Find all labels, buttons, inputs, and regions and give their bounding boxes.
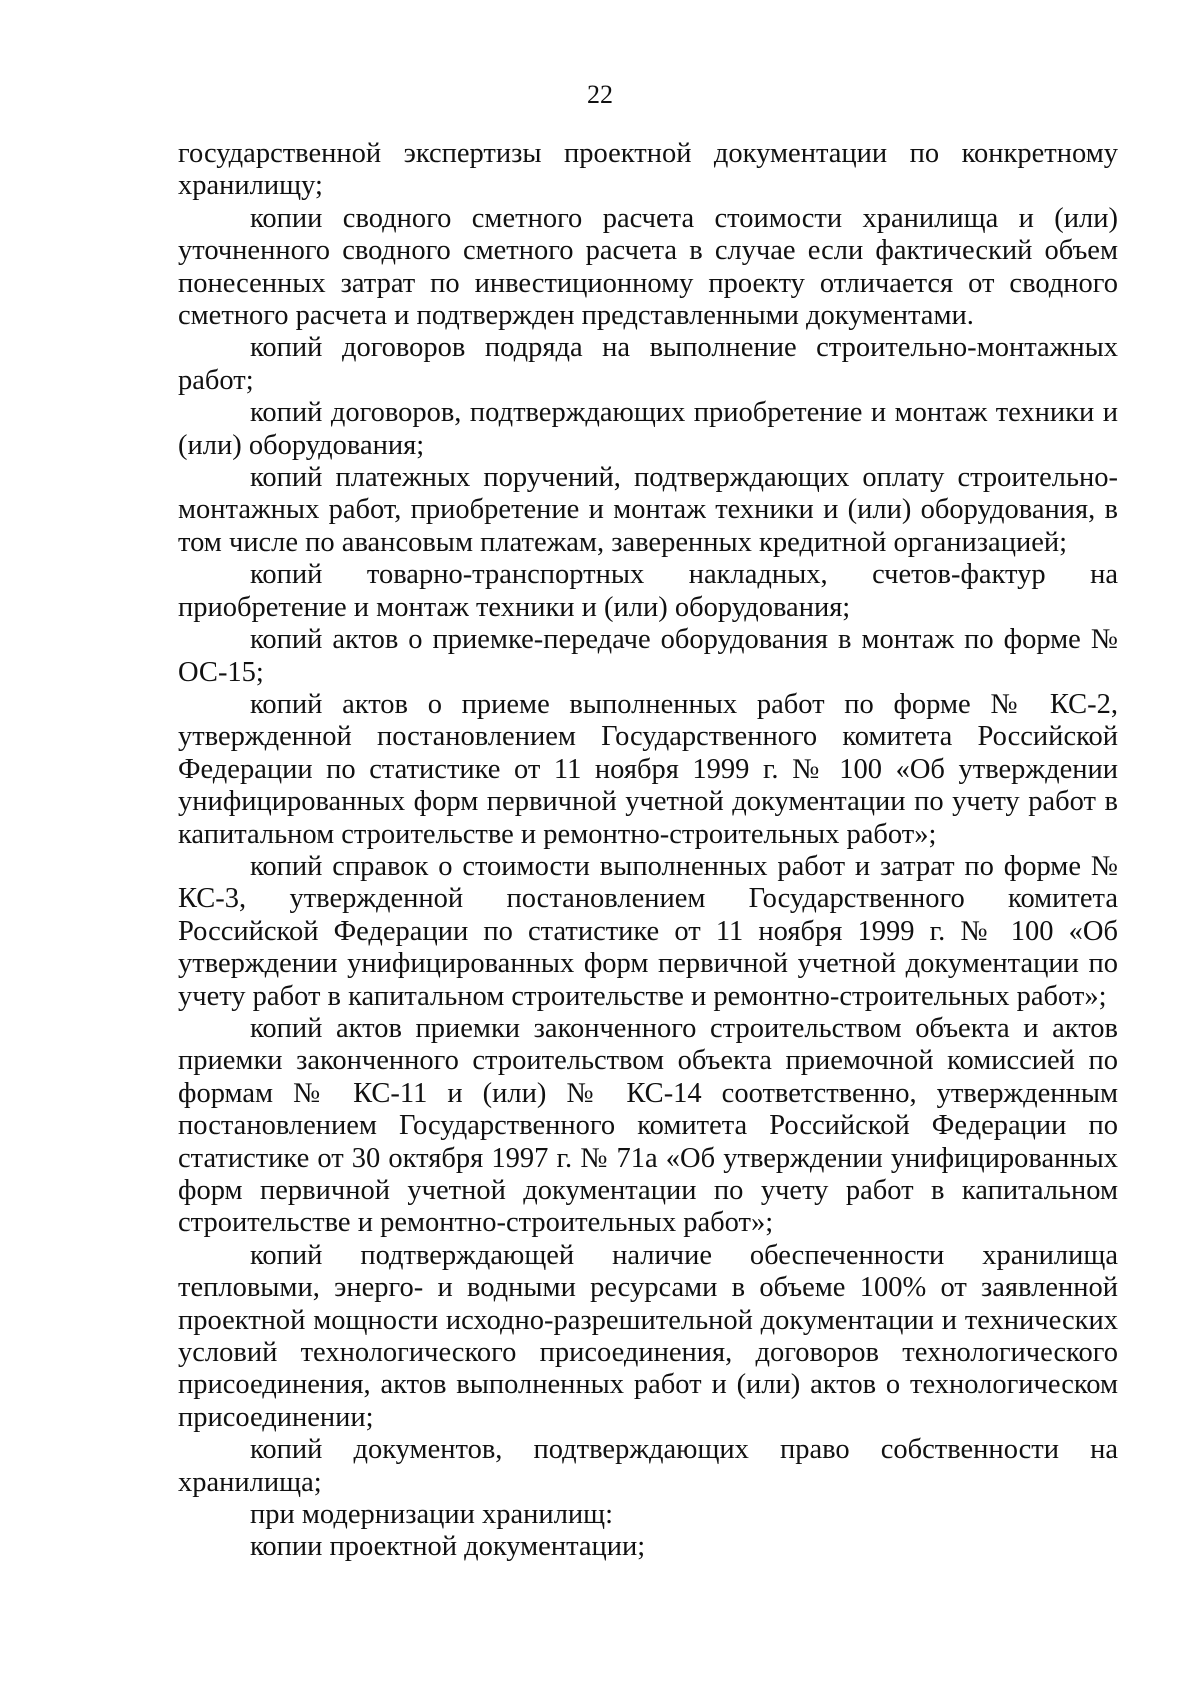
paragraph-modernization-heading: при модернизации хранилищ: [250, 1499, 614, 1531]
paragraph-acceptance-act-copies: копий актов приемки законченного строительством объекта и актов приемки законченного строительством объекта приемочной комиссией по формам № КС-11 и (или) № КС-14 соответственно, утвержденным постановлением Государственного комитета Российской Федерации по статистике от 30 октября 1997 г. № 71а «Об утверждении унифицированных форм первичной учетной документации по учету работ в капитальном строительстве и ремонтно-строительных работ»; [178, 1012, 1118, 1239]
paragraph-ks3-certificate-copies: копий справок о стоимости выполненных работ и затрат по форме № КС-3, утвержденной постановлением Государственного комитета Российской Федерации по статистике от 11 ноября 1999 г. № 100 «Об утверждении унифицированных форм первичной учетной документации по учету работ в капитальном строительстве и ремонтно-строительных работ»; [178, 850, 1118, 1012]
paragraph-equipment-contract-copies: копий договоров, подтверждающих приобретение и монтаж техники и (или) оборудования; [178, 397, 1118, 461]
paragraph-summary-estimate-copies: копии сводного сметного расчета стоимости хранилища и (или) уточненного сводного сметного расчета в случае если фактический объем понесенных затрат по инвестиционному проекту отличается от сводного сметного расчета и подтвержден представленными документами. [178, 202, 1118, 332]
paragraph-waybill-copies: копий товарно-транспортных накладных, счетов-фактур на приобретение и монтаж техники и (или) оборудования; [178, 559, 1118, 623]
paragraph-contract-copies: копий договоров подряда на выполнение строительно-монтажных работ; [178, 332, 1118, 396]
paragraph-resource-provision-copies: копий подтверждающей наличие обеспеченности хранилища тепловыми, энерго- и водными ресурсами в объеме 100% от заявленной проектной мощности исходно-разрешительной документации и технических условий технологического присоединения, договоров технологического присоединения, актов выполненных работ и (или) актов о технологическом присоединении; [178, 1239, 1118, 1433]
paragraph-ownership-document-copies: копий документов, подтверждающих право собственности на хранилища; [178, 1434, 1118, 1498]
page-number: 22 [587, 80, 613, 109]
paragraph-ks2-act-copies: копий актов о приеме выполненных работ по форме № КС-2, утвержденной постановлением Государственного комитета Российской Федерации по статистике от 11 ноября 1999 г. № 100 «Об утверждении унифицированных форм первичной учетной документации по учету работ в капитальном строительстве и ремонтно-строительных работ»; [178, 688, 1118, 850]
document-body [178, 138, 1118, 1564]
paragraph-project-documentation-copies: копии проектной документации; [250, 1531, 646, 1563]
paragraph-os15-act-copies: копий актов о приемке-передаче оборудования в монтаж по форме № ОС-15; [178, 624, 1118, 688]
paragraph-payment-order-copies: копий платежных поручений, подтверждающих оплату строительно-монтажных работ, приобретение и монтаж техники и (или) оборудования, в том числе по авансовым платежам, заверенных кредитной организацией; [178, 462, 1118, 558]
paragraph-continuation: государственной экспертизы проектной документации по конкретному хранилищу; [178, 138, 1118, 202]
